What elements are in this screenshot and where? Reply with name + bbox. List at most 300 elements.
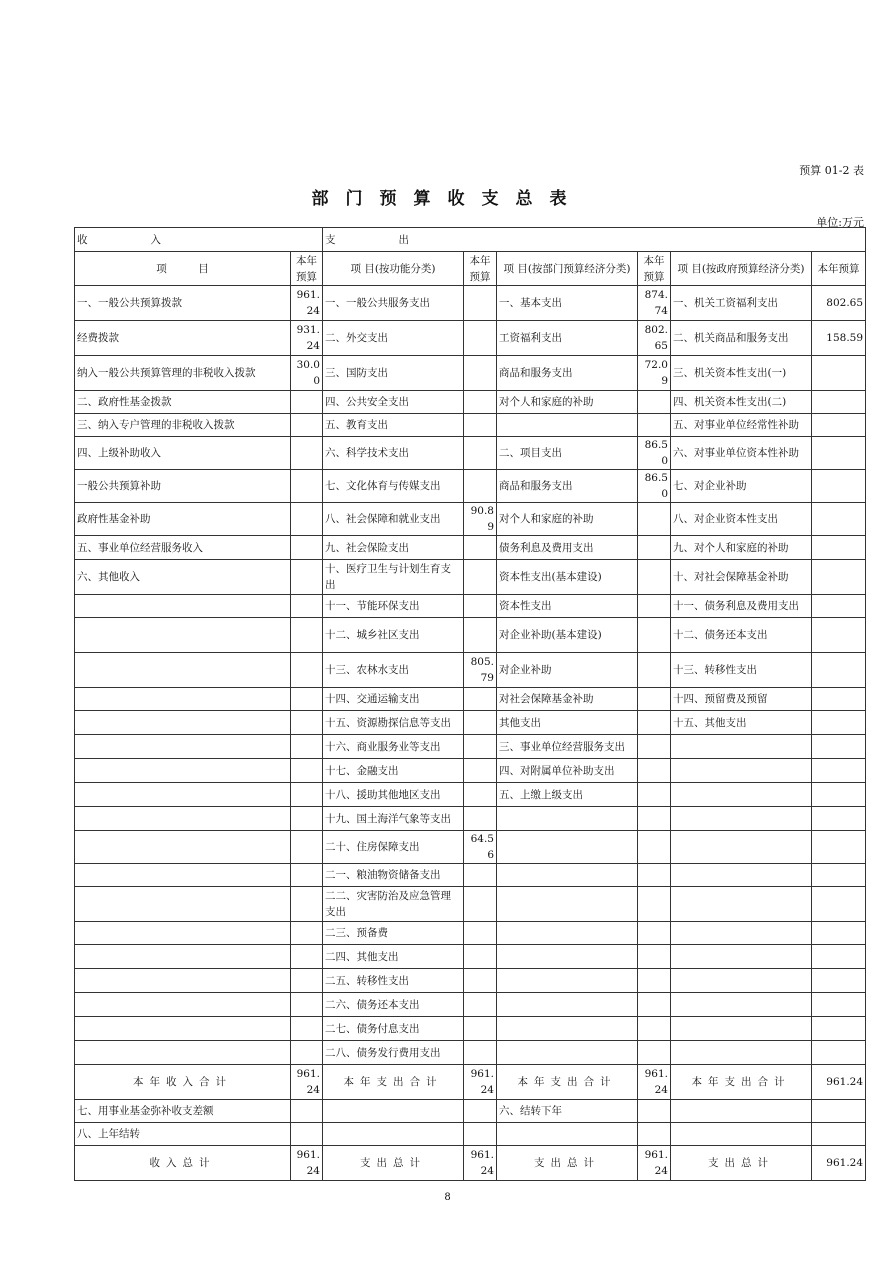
item-cell: 一、基本支出 [497, 286, 638, 321]
item-cell: 本年支出合计 [323, 1065, 464, 1100]
item-cell [75, 831, 291, 864]
amount-cell [291, 414, 323, 437]
amount-cell [638, 993, 671, 1017]
table-row [75, 1065, 866, 1100]
item-cell: 一、一般公共服务支出 [323, 286, 464, 321]
amount-cell [291, 711, 323, 735]
amount-cell [638, 735, 671, 759]
item-cell: 政府性基金补助 [75, 503, 291, 536]
amount-cell [464, 993, 497, 1017]
amount-cell [291, 437, 323, 470]
table-row [75, 618, 866, 653]
table-row [75, 356, 866, 391]
amount-cell [812, 391, 866, 414]
item-cell [75, 711, 291, 735]
amount-cell [291, 922, 323, 945]
item-cell [497, 887, 638, 922]
amount-cell: 961.24 [464, 1146, 497, 1181]
amount-cell: 86.50 [638, 470, 671, 503]
item-cell: 经费拨款 [75, 321, 291, 356]
item-cell: 本年收入合计 [75, 1065, 291, 1100]
item-cell: 纳入一般公共预算管理的非税收入拨款 [75, 356, 291, 391]
amount-cell [638, 969, 671, 993]
amount-cell [291, 1041, 323, 1065]
amount-cell [638, 1017, 671, 1041]
table-row [75, 993, 866, 1017]
amount-cell [464, 807, 497, 831]
column-header-row [75, 252, 866, 286]
item-cell: 二八、债务发行费用支出 [323, 1041, 464, 1065]
item-cell: 商品和服务支出 [497, 356, 638, 391]
amount-cell [464, 711, 497, 735]
item-cell [671, 831, 812, 864]
page-number: 8 [444, 1192, 451, 1203]
amount-cell [812, 595, 866, 618]
table-row [75, 688, 866, 711]
amount-cell [464, 969, 497, 993]
table-row [75, 1041, 866, 1065]
item-cell: 一、机关工资福利支出 [671, 286, 812, 321]
item-cell: 八、对企业资本性支出 [671, 503, 812, 536]
amount-cell [291, 887, 323, 922]
amount-cell [464, 688, 497, 711]
amount-cell: 961.24 [291, 1146, 323, 1181]
item-cell: 支出总计 [671, 1146, 812, 1181]
page-title: 部门预算收支总表 [311, 189, 584, 209]
item-cell [497, 831, 638, 864]
item-cell: 二四、其他支出 [323, 945, 464, 969]
item-cell [323, 1123, 464, 1146]
table-row [75, 391, 866, 414]
item-cell [671, 783, 812, 807]
item-cell: 五、上缴上级支出 [497, 783, 638, 807]
item-cell: 二、政府性基金拨款 [75, 391, 291, 414]
item-cell: 三、事业单位经营服务支出 [497, 735, 638, 759]
amount-cell [464, 735, 497, 759]
item-cell: 十二、城乡社区支出 [323, 618, 464, 653]
item-cell: 十五、资源勘探信息等支出 [323, 711, 464, 735]
item-cell: 九、对个人和家庭的补助 [671, 536, 812, 560]
item-cell [75, 653, 291, 688]
amount-cell [812, 503, 866, 536]
amount-cell [464, 887, 497, 922]
item-cell [497, 414, 638, 437]
item-cell [75, 735, 291, 759]
item-cell: 八、社会保障和就业支出 [323, 503, 464, 536]
table-row [75, 653, 866, 688]
item-cell: 支出总计 [323, 1146, 464, 1181]
item-cell: 七、用事业基金弥补收支差额 [75, 1100, 291, 1123]
item-cell [671, 945, 812, 969]
item-cell: 工资福利支出 [497, 321, 638, 356]
amount-cell [464, 1100, 497, 1123]
amount-cell [812, 653, 866, 688]
amount-cell [291, 945, 323, 969]
amount-cell [638, 536, 671, 560]
amount-cell [291, 807, 323, 831]
amount-cell: 802.65 [638, 321, 671, 356]
table-row [75, 864, 866, 887]
amount-cell [291, 560, 323, 595]
item-cell [671, 969, 812, 993]
amount-cell [812, 783, 866, 807]
amount-cell [291, 993, 323, 1017]
amount-cell [812, 470, 866, 503]
item-cell [75, 759, 291, 783]
item-cell: 十、对社会保障基金补助 [671, 560, 812, 595]
item-cell [497, 864, 638, 887]
amount-cell [464, 321, 497, 356]
item-cell [75, 595, 291, 618]
amount-cell [291, 1017, 323, 1041]
amount-cell [638, 887, 671, 922]
amount-cell [464, 922, 497, 945]
item-cell: 二、外交支出 [323, 321, 464, 356]
item-cell [497, 1041, 638, 1065]
item-cell: 收入总计 [75, 1146, 291, 1181]
table-row [75, 470, 866, 503]
amount-cell: 961.24 [812, 1146, 866, 1181]
amount-cell [464, 783, 497, 807]
amount-cell [291, 595, 323, 618]
table-row [75, 437, 866, 470]
item-cell: 一般公共预算补助 [75, 470, 291, 503]
amount-cell [812, 807, 866, 831]
amount-cell [291, 653, 323, 688]
item-cell [497, 945, 638, 969]
amount-cell [638, 1100, 671, 1123]
amount-cell: 90.89 [464, 503, 497, 536]
table-row [75, 945, 866, 969]
item-cell: 十四、交通运输支出 [323, 688, 464, 711]
amount-cell [812, 1100, 866, 1123]
item-cell: 十七、金融支出 [323, 759, 464, 783]
amount-cell [812, 560, 866, 595]
item-cell [671, 1100, 812, 1123]
amount-cell [638, 503, 671, 536]
item-cell [75, 688, 291, 711]
table-row [75, 286, 866, 321]
item-cell: 四、上级补助收入 [75, 437, 291, 470]
amount-cell [291, 735, 323, 759]
col-header-gov-econ-item: 项 目(按政府预算经济分类) [671, 252, 812, 286]
item-cell: 十五、其他支出 [671, 711, 812, 735]
item-cell: 二十、住房保障支出 [323, 831, 464, 864]
item-cell: 六、对事业单位资本性补助 [671, 437, 812, 470]
item-cell [497, 807, 638, 831]
amount-cell [638, 560, 671, 595]
amount-cell [812, 887, 866, 922]
item-cell [671, 1017, 812, 1041]
amount-cell [464, 759, 497, 783]
amount-cell: 72.09 [638, 356, 671, 391]
amount-cell: 931.24 [291, 321, 323, 356]
amount-cell [812, 993, 866, 1017]
amount-cell [638, 807, 671, 831]
item-cell: 九、社会保险支出 [323, 536, 464, 560]
item-cell: 七、对企业补助 [671, 470, 812, 503]
unit-label: 单位:万元 [816, 216, 864, 229]
income-group-header: 收 入 [75, 228, 323, 252]
item-cell: 本年支出合计 [671, 1065, 812, 1100]
item-cell: 四、公共安全支出 [323, 391, 464, 414]
amount-cell [638, 783, 671, 807]
amount-cell [638, 759, 671, 783]
table-row [75, 503, 866, 536]
amount-cell [464, 595, 497, 618]
table-row [75, 759, 866, 783]
amount-cell [291, 831, 323, 864]
amount-cell [464, 1123, 497, 1146]
amount-cell [812, 1041, 866, 1065]
col-header-income-item: 项 目 [75, 252, 291, 286]
item-cell: 五、教育支出 [323, 414, 464, 437]
amount-cell [812, 711, 866, 735]
item-cell: 十一、债务利息及费用支出 [671, 595, 812, 618]
item-cell: 二六、债务还本支出 [323, 993, 464, 1017]
item-cell: 二七、债务付息支出 [323, 1017, 464, 1041]
amount-cell: 961.24 [291, 1065, 323, 1100]
item-cell [497, 1123, 638, 1146]
table-row [75, 1017, 866, 1041]
amount-cell [291, 391, 323, 414]
amount-cell: 961.24 [638, 1065, 671, 1100]
budget-summary-table [74, 227, 866, 1181]
item-cell [75, 807, 291, 831]
item-cell: 五、事业单位经营服务收入 [75, 536, 291, 560]
amount-cell [812, 1123, 866, 1146]
item-cell: 二一、粮油物资储备支出 [323, 864, 464, 887]
table-row [75, 887, 866, 922]
form-number: 预算 01-2 表 [799, 164, 864, 177]
amount-cell [812, 414, 866, 437]
col-header-dept-econ-item: 项 目(按部门预算经济分类) [497, 252, 638, 286]
item-cell: 十二、债务还本支出 [671, 618, 812, 653]
amount-cell [291, 783, 323, 807]
amount-cell [812, 437, 866, 470]
amount-cell [638, 1123, 671, 1146]
item-cell [497, 922, 638, 945]
amount-cell: 86.50 [638, 437, 671, 470]
table-row [75, 735, 866, 759]
amount-cell [291, 688, 323, 711]
amount-cell [812, 356, 866, 391]
amount-cell [638, 653, 671, 688]
amount-cell [464, 1041, 497, 1065]
amount-cell [464, 356, 497, 391]
table-row [75, 1146, 866, 1181]
item-cell: 对社会保障基金补助 [497, 688, 638, 711]
item-cell: 五、对事业单位经常性补助 [671, 414, 812, 437]
amount-cell [638, 1041, 671, 1065]
amount-cell [464, 391, 497, 414]
amount-cell [464, 560, 497, 595]
amount-cell [291, 503, 323, 536]
table-row [75, 711, 866, 735]
item-cell [671, 807, 812, 831]
item-cell [75, 1041, 291, 1065]
item-cell: 十九、国土海洋气象等支出 [323, 807, 464, 831]
item-cell: 四、对附属单位补助支出 [497, 759, 638, 783]
group-header-row [75, 228, 866, 252]
item-cell: 二、机关商品和服务支出 [671, 321, 812, 356]
item-cell [671, 993, 812, 1017]
amount-cell [638, 688, 671, 711]
item-cell: 其他支出 [497, 711, 638, 735]
item-cell [75, 618, 291, 653]
amount-cell [464, 864, 497, 887]
table-row [75, 807, 866, 831]
item-cell: 六、科学技术支出 [323, 437, 464, 470]
item-cell: 二三、预备费 [323, 922, 464, 945]
item-cell: 二、项目支出 [497, 437, 638, 470]
item-cell: 商品和服务支出 [497, 470, 638, 503]
amount-cell: 961.24 [638, 1146, 671, 1181]
amount-cell: 30.00 [291, 356, 323, 391]
item-cell [671, 1123, 812, 1146]
item-cell [75, 783, 291, 807]
item-cell: 二二、灾害防治及应急管理支出 [323, 887, 464, 922]
table-row [75, 560, 866, 595]
item-cell: 二五、转移性支出 [323, 969, 464, 993]
expense-group-header: 支 出 [323, 228, 866, 252]
amount-cell [638, 711, 671, 735]
item-cell: 十六、商业服务业等支出 [323, 735, 464, 759]
amount-cell [464, 536, 497, 560]
item-cell: 十八、援助其他地区支出 [323, 783, 464, 807]
amount-cell [464, 470, 497, 503]
amount-cell [464, 945, 497, 969]
item-cell [671, 922, 812, 945]
table-row [75, 1100, 866, 1123]
amount-cell: 802.65 [812, 286, 866, 321]
item-cell [75, 922, 291, 945]
table-row [75, 414, 866, 437]
item-cell: 十四、预留费及预留 [671, 688, 812, 711]
amount-cell [812, 864, 866, 887]
item-cell [75, 969, 291, 993]
amount-cell [464, 1017, 497, 1041]
amount-cell [812, 1017, 866, 1041]
table-row [75, 969, 866, 993]
col-header-gov-econ-amount: 本年预算 [812, 252, 866, 286]
amount-cell [464, 414, 497, 437]
amount-cell [464, 437, 497, 470]
table-row [75, 922, 866, 945]
item-cell [671, 864, 812, 887]
item-cell [497, 969, 638, 993]
item-cell: 支出总计 [497, 1146, 638, 1181]
amount-cell [638, 414, 671, 437]
item-cell: 本年支出合计 [497, 1065, 638, 1100]
item-cell: 资本性支出(基本建设) [497, 560, 638, 595]
amount-cell [291, 618, 323, 653]
amount-cell [812, 618, 866, 653]
table-row [75, 783, 866, 807]
item-cell: 十三、农林水支出 [323, 653, 464, 688]
item-cell: 资本性支出 [497, 595, 638, 618]
item-cell: 七、文化体育与传媒支出 [323, 470, 464, 503]
amount-cell: 961.24 [291, 286, 323, 321]
amount-cell [291, 864, 323, 887]
item-cell: 三、国防支出 [323, 356, 464, 391]
amount-cell [638, 831, 671, 864]
amount-cell: 805.79 [464, 653, 497, 688]
item-cell [75, 864, 291, 887]
table-row [75, 536, 866, 560]
item-cell [75, 993, 291, 1017]
amount-cell [812, 831, 866, 864]
item-cell: 八、上年结转 [75, 1123, 291, 1146]
col-header-dept-econ-amount: 本年预算 [638, 252, 671, 286]
col-header-func-item: 项 目(按功能分类) [323, 252, 464, 286]
item-cell [671, 735, 812, 759]
item-cell: 对个人和家庭的补助 [497, 503, 638, 536]
amount-cell [638, 945, 671, 969]
item-cell: 三、机关资本性支出(一) [671, 356, 812, 391]
item-cell: 对企业补助(基本建设) [497, 618, 638, 653]
item-cell: 十一、节能环保支出 [323, 595, 464, 618]
item-cell: 六、结转下年 [497, 1100, 638, 1123]
item-cell [497, 1017, 638, 1041]
amount-cell [464, 286, 497, 321]
item-cell [497, 993, 638, 1017]
amount-cell [812, 945, 866, 969]
amount-cell [812, 922, 866, 945]
amount-cell [812, 969, 866, 993]
amount-cell: 961.24 [464, 1065, 497, 1100]
amount-cell: 874.74 [638, 286, 671, 321]
table-row [75, 1123, 866, 1146]
item-cell: 对企业补助 [497, 653, 638, 688]
amount-cell [812, 536, 866, 560]
item-cell: 十三、转移性支出 [671, 653, 812, 688]
table-row [75, 831, 866, 864]
amount-cell [812, 735, 866, 759]
table-row [75, 321, 866, 356]
item-cell: 四、机关资本性支出(二) [671, 391, 812, 414]
amount-cell [638, 391, 671, 414]
item-cell [75, 945, 291, 969]
item-cell: 一、一般公共预算拨款 [75, 286, 291, 321]
amount-cell [291, 1123, 323, 1146]
item-cell [323, 1100, 464, 1123]
item-cell [671, 759, 812, 783]
col-header-func-amount: 本年预算 [464, 252, 497, 286]
table-row [75, 595, 866, 618]
item-cell [75, 887, 291, 922]
amount-cell [812, 759, 866, 783]
amount-cell [291, 759, 323, 783]
item-cell: 债务利息及费用支出 [497, 536, 638, 560]
amount-cell: 64.56 [464, 831, 497, 864]
item-cell: 六、其他收入 [75, 560, 291, 595]
amount-cell [464, 618, 497, 653]
amount-cell [291, 1100, 323, 1123]
amount-cell [291, 969, 323, 993]
amount-cell [291, 470, 323, 503]
amount-cell [638, 922, 671, 945]
amount-cell [291, 536, 323, 560]
amount-cell [638, 864, 671, 887]
item-cell [671, 887, 812, 922]
amount-cell [638, 618, 671, 653]
item-cell: 对个人和家庭的补助 [497, 391, 638, 414]
amount-cell: 961.24 [812, 1065, 866, 1100]
item-cell [75, 1017, 291, 1041]
item-cell [671, 1041, 812, 1065]
amount-cell [638, 595, 671, 618]
